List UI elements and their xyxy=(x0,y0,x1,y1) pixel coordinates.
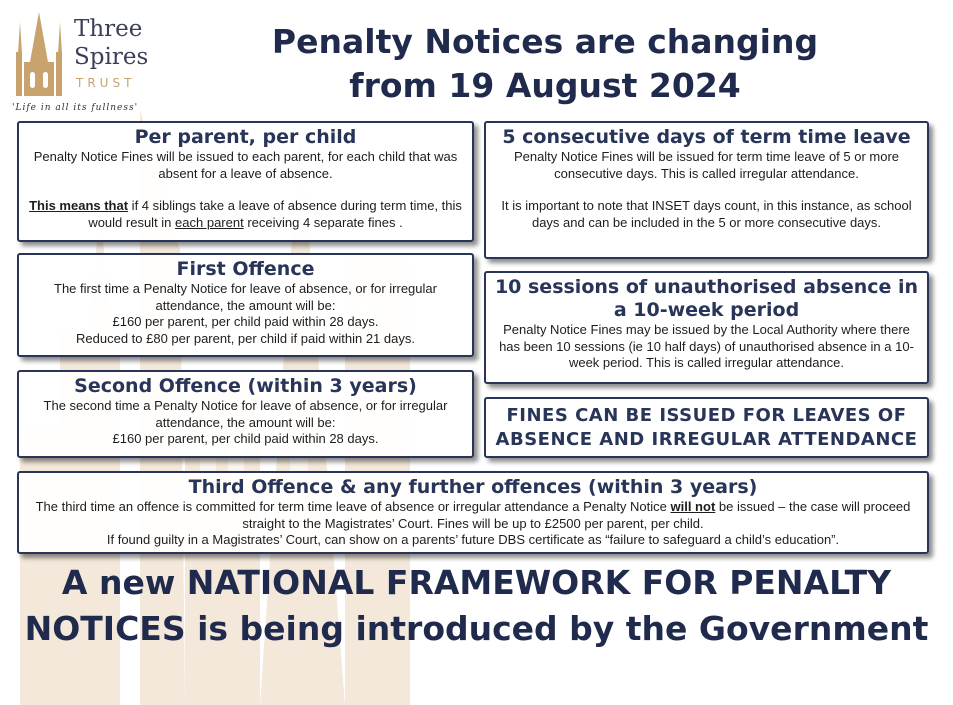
logo-name-line2: Spires xyxy=(74,44,149,70)
third-offence-title: Third Offence & any further offences (within 3 years) xyxy=(188,476,758,498)
page-title-line2: from 19 August 2024 xyxy=(349,66,741,105)
five-days-para1: Penalty Notice Fines will be issued for term time leave of 5 or more consecutive days. This is called irregular attendance. xyxy=(513,149,900,181)
third-offence-box xyxy=(17,471,929,554)
third-offence-emphasis: will not xyxy=(670,499,716,514)
national-framework-statement: A new NATIONAL FRAMEWORK FOR PENALTY NOTICES is being introduced by the Government xyxy=(24,563,929,648)
second-offence-line1: The second time a Penalty Notice for leave of absence, or for irregular attendance, the amount will be: xyxy=(43,398,448,430)
spires-logo-icon xyxy=(10,12,68,96)
third-offence-line2: If found guilty in a Magistrates’ Court, can show on a parents’ future DBS certificate as “failure to safeguard a child’s education”. xyxy=(106,532,840,547)
second-offence-box xyxy=(17,370,474,458)
per-parent-text-b: receiving 4 separate fines . xyxy=(243,214,403,230)
ten-sessions-para: Penalty Notice Fines may be issued by the Local Authority where there has been 10 sessions (ie 10 half days) of unauthorised absence in a 10-week period. This is called irregular attendance. xyxy=(499,322,914,370)
per-parent-emphasis: This means that xyxy=(29,198,129,213)
first-offence-title: First Offence xyxy=(176,258,315,280)
third-offence-text-a: The third time an offence is committed for term time leave of absence or irregular attendance a Penalty Notice xyxy=(35,499,671,514)
five-days-title: 5 consecutive days of term time leave xyxy=(502,126,911,148)
page-title xyxy=(220,20,870,108)
fines-banner-text: FINES CAN BE ISSUED FOR LEAVES OF ABSENCE AND IRREGULAR ATTENDANCE xyxy=(495,404,918,450)
per-parent-title: Per parent, per child xyxy=(134,126,357,148)
per-parent-box xyxy=(17,121,474,242)
logo-name-line1: Three xyxy=(74,16,143,42)
per-parent-text-a: if 4 siblings take a leave of absence during term time, this would result in xyxy=(88,198,462,230)
first-offence-box xyxy=(17,253,474,357)
logo-tagline: 'Life in all its fullness' xyxy=(12,103,139,113)
three-spires-logo xyxy=(10,12,170,120)
ten-sessions-box xyxy=(484,271,929,384)
fines-banner-box xyxy=(484,397,929,458)
third-offence-line1 xyxy=(27,499,919,532)
logo-trust-label: TRUST xyxy=(76,76,136,90)
per-parent-para1: Penalty Notice Fines will be issued to each parent, for each child that was absent for a leave of absence. xyxy=(33,149,458,181)
first-offence-line2: £160 per parent, per child paid within 28 days. xyxy=(112,314,379,329)
third-offence-text-b: be issued – the case will proceed straight to the Magistrates’ Court. Fines will be up to £2500 per parent, per child. xyxy=(242,499,911,531)
second-offence-title: Second Offence (within 3 years) xyxy=(74,375,417,397)
five-days-box xyxy=(484,121,929,259)
per-parent-underline: each parent xyxy=(175,214,244,230)
per-parent-para2 xyxy=(27,198,464,231)
first-offence-line1: The first time a Penalty Notice for leave of absence, or for irregular attendance, the amount will be: xyxy=(54,281,437,313)
ten-sessions-title: 10 sessions of unauthorised absence in a 10-week period xyxy=(494,276,919,321)
page-title-line1: Penalty Notices are changing xyxy=(271,22,819,61)
first-offence-line3: Reduced to £80 per parent, per child if paid within 21 days. xyxy=(76,330,415,346)
second-offence-line2: £160 per parent, per child paid within 28 days. xyxy=(112,431,379,446)
five-days-para2: It is important to note that INSET days count, in this instance, as school days and can be included in the 5 or more consecutive days. xyxy=(501,198,912,230)
